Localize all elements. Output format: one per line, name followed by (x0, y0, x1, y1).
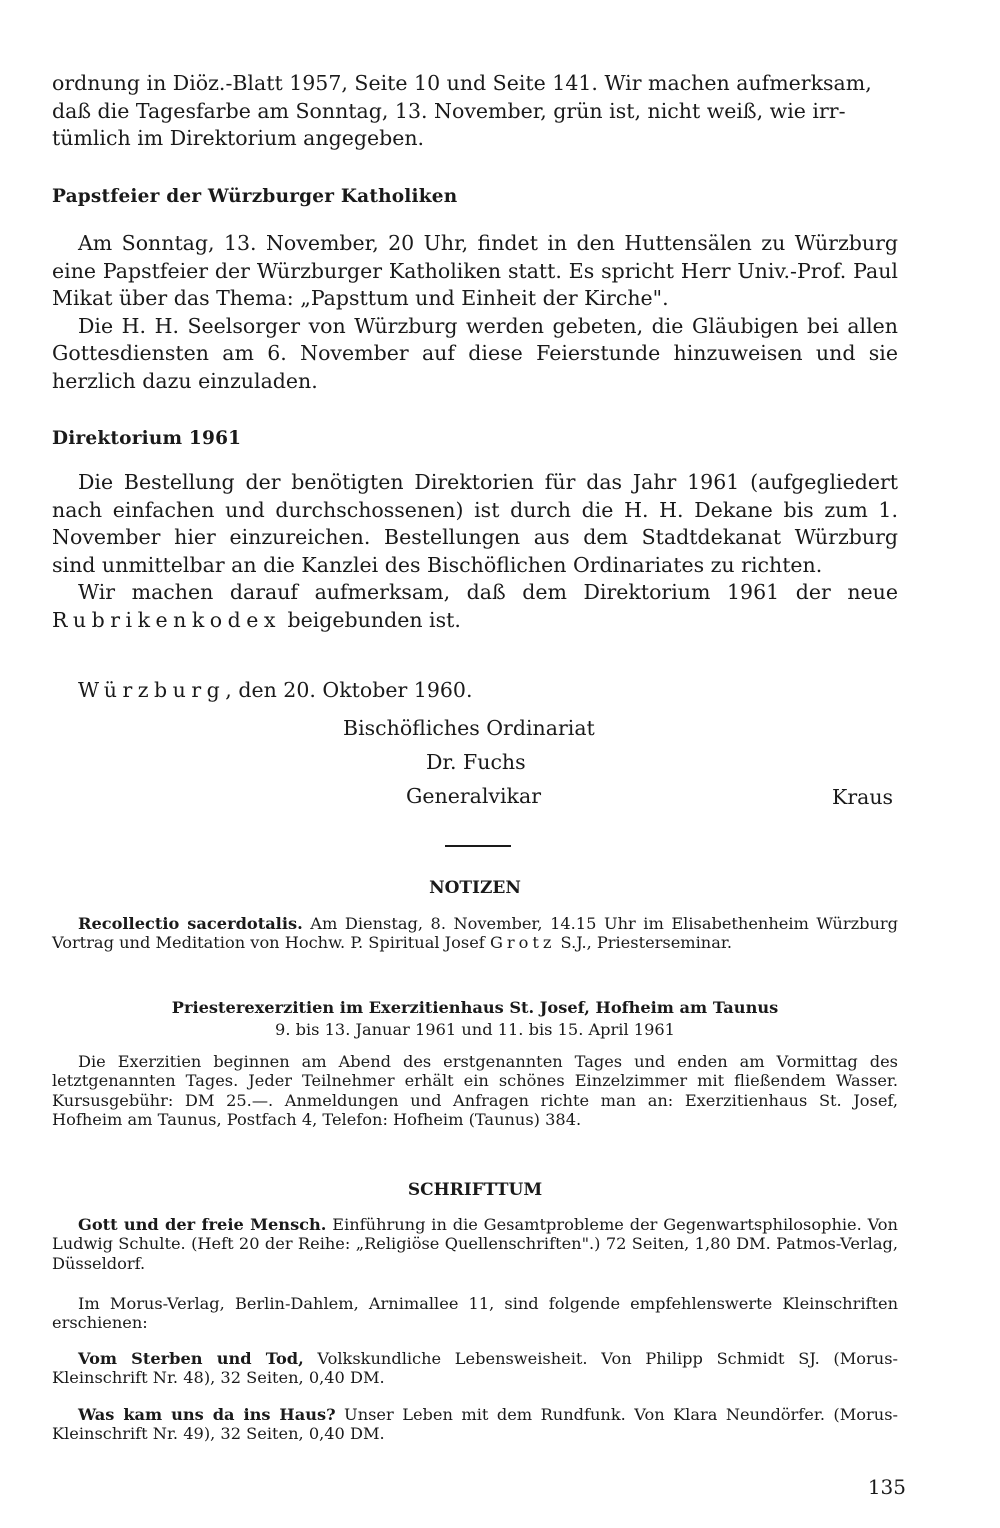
schrifttum-item (52, 1349, 898, 1388)
papstfeier-paragraph: Die H. H. Seelsorger von Würzburg werden gebeten, die Gläubigen bei allen Gottesdiensten am 6. November auf diese Feierstunde hinzuweisen und sie herzlich dazu einzuladen. (52, 313, 898, 393)
notizen-item-title: Recollectio sacerdotalis. (78, 914, 303, 933)
schrifttum-item-text: Einführung in die Gesamtprobleme der Gegenwartsphilosophie. Von Ludwig Schulte. (Heft 20 der Reihe: „Religiöse Quellenschriften".) 72 Seiten, 1,80 DM. Patmos-Verlag, Düsseldorf. (52, 1215, 898, 1273)
signature-other: Kraus (832, 785, 894, 809)
rubrikenkodex-term: Rubrikenkodex (52, 607, 281, 632)
intro-paragraph (52, 70, 898, 153)
schrifttum-item-title: Gott und der freie Mensch. (78, 1215, 327, 1234)
schrifttum-item-title: Vom Sterben und Tod, (78, 1349, 304, 1368)
signature-org: Bischöfliches Ordinariat (343, 716, 595, 740)
papstfeier-paragraph: Am Sonntag, 13. November, 20 Uhr, findet in den Huttensälen zu Würzburg eine Papstfeier der Würzburger Katholiken statt. Es spricht Herr Univ.-Prof. Paul Mikat über das Thema: „Papsttum und Einheit der Kirche". (52, 231, 898, 311)
direktorium-paragraph: Die Bestellung der benötigten Direktorien für das Jahr 1961 (aufgegliedert nach einfachen und durchschossenen) ist durch die H. H. Dekane bis zum 1. November hier einzureichen. Bestellungen aus dem Stadtdekanat Würzburg sind unmittelbar an die Kanzlei des Bischöflichen Ordinariates zu richten. (52, 470, 898, 577)
schrifttum-item-title: Was kam uns da ins Haus? (78, 1405, 336, 1424)
signature-place: Würzburg (78, 678, 226, 702)
notizen-item-name: Grotz (489, 933, 556, 953)
notizen-heading: NOTIZEN (429, 878, 521, 898)
notizen-item (52, 914, 898, 953)
schrifttum-item (52, 1215, 898, 1273)
direktorium-text: Wir machen darauf aufmerksam, daß dem Direktorium 1961 der neue (78, 580, 898, 605)
schrifttum-intro (52, 1294, 898, 1333)
schrifttum-item-text: Unser Leben mit dem Rundfunk. Von Klara Neundörfer. (Morus-Kleinschrift Nr. 49), 32 Seiten, 0,40 DM. (52, 1405, 898, 1444)
direktorium-paragraph (52, 579, 898, 634)
intro-line: daß die Tagesfarbe am Sonntag, 13. November, grün ist, nicht weiß, wie irr- (52, 98, 846, 123)
intro-line: ordnung in Diöz.-Blatt 1957, Seite 10 und Seite 141. Wir machen aufmerksam, (52, 71, 872, 95)
direktorium-text: beigebunden ist. (280, 607, 461, 632)
direktorium-section (52, 469, 898, 635)
signature-title: Generalvikar (406, 784, 542, 808)
direktorium-heading: Direktorium 1961 (52, 428, 242, 449)
papstfeier-section (52, 230, 898, 396)
notizen-item-text: S.J., Priesterseminar. (555, 933, 732, 953)
signature-date-text: , den 20. Oktober 1960. (225, 678, 473, 702)
notizen-item-text: Am Dienstag, 8. November, 14.15 Uhr im Elisabethenheim Würzburg Vortrag und Meditation von Hochw. P. Spiritual Josef (52, 914, 898, 953)
schrifttum-item (52, 1405, 898, 1444)
section-divider (445, 845, 511, 847)
signature-name: Dr. Fuchs (426, 750, 526, 774)
exerzitien-text: Die Exerzitien beginnen am Abend des erstgenannten Tages und enden am Vormittag des letztgenannten Tages. Jeder Teilnehmer erhält ein schönes Einzelzimmer mit fließendem Wasser. Kursusgebühr: DM 25.—. Anmeldungen und Anfragen richte man an: Exerzitienhaus St. Josef, Hofheim am Taunus, Postfach 4, Telefon: Hofheim (Taunus) 384. (52, 1052, 898, 1130)
papstfeier-heading: Papstfeier der Würzburger Katholiken (52, 186, 458, 207)
exerzitien-title: Priesterexerzitien im Exerzitienhaus St. Josef, Hofheim am Taunus (171, 998, 779, 1017)
exerzitien-paragraph (52, 1052, 898, 1130)
signature-date (52, 677, 898, 705)
exerzitien-dates: 9. bis 13. Januar 1961 und 11. bis 15. April 1961 (275, 1020, 675, 1039)
schrifttum-intro-text: Im Morus-Verlag, Berlin-Dahlem, Arnimallee 11, sind folgende empfehlenswerte Kleinschriften erschienen: (52, 1294, 898, 1333)
schrifttum-heading: SCHRIFTTUM (407, 1180, 543, 1200)
intro-line: tümlich im Direktorium angegeben. (52, 126, 425, 151)
page-number: 135 (867, 1475, 906, 1499)
schrifttum-item-text: Volkskundliche Lebensweisheit. Von Philipp Schmidt SJ. (Morus-Kleinschrift Nr. 48), 32 Seiten, 0,40 DM. (52, 1349, 898, 1388)
